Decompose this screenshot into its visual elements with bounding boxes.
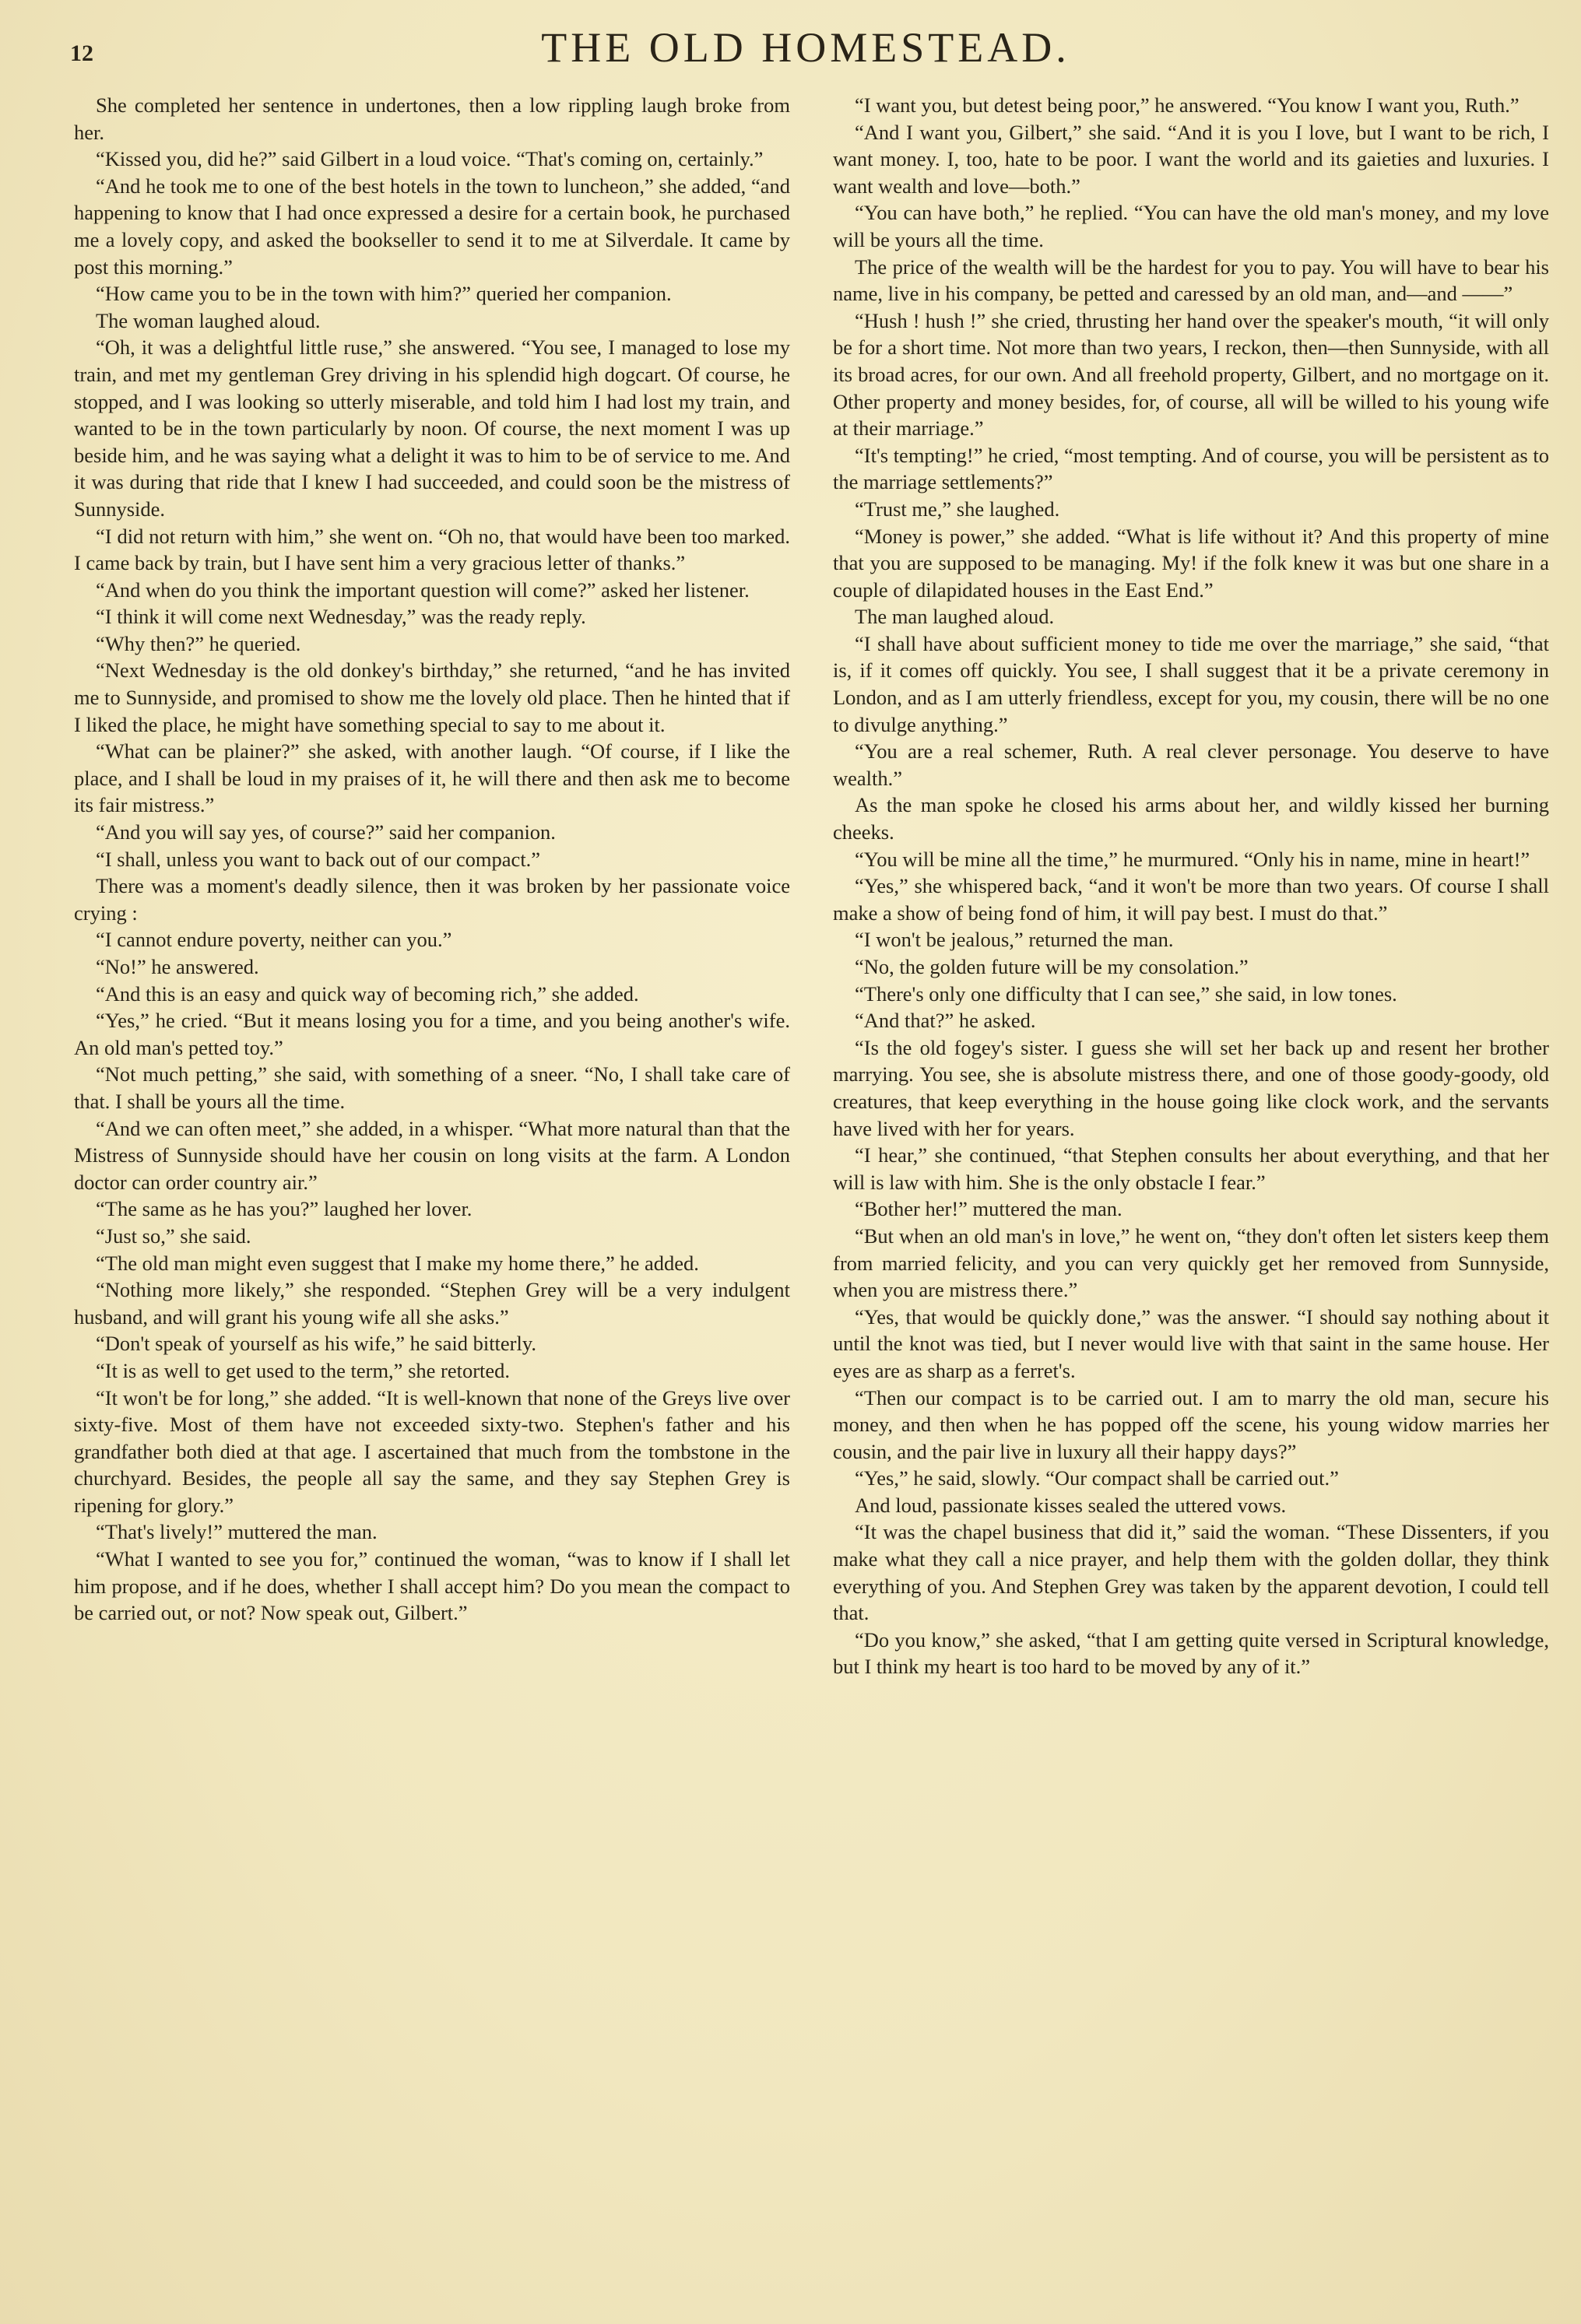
paragraph: “Oh, it was a delightful little ruse,” she answered. “You see, I managed to lose my train, and met my gentleman Grey driving in his splendid high dogcart. Of course, he stopped, and I was looking so utterly miserable, and told him I had lost my train, and wanted to be in the town particularly by noon. Of course, the next moment I was up beside him, and he was saying what a delight it was to him to be of service to me. And it was during that ride that I knew I had succeeded, and could soon be the mistress of Sunnyside. xyxy=(74,335,790,521)
paragraph: “And when do you think the important question will come?” asked her listener. xyxy=(96,577,750,602)
paragraph: “I want you, but detest being poor,” he answered. “You know I want you, Ruth.” xyxy=(855,93,1520,117)
paragraph: “You are a real schemer, Ruth. A real clever personage. You deserve to have wealth.” xyxy=(833,739,1549,790)
page-number: 12 xyxy=(70,40,93,66)
paragraph: “No!” he answered. xyxy=(96,955,259,978)
paragraph: “I cannot endure poverty, neither can you.” xyxy=(96,928,452,952)
paragraph: “Yes,” he said, slowly. “Our compact shall be carried out.” xyxy=(855,1466,1339,1490)
right-column xyxy=(833,92,1549,1680)
paragraph: “The same as he has you?” laughed her lover. xyxy=(96,1197,473,1221)
paragraph: “And we can often meet,” she added, in a whisper. “What more natural than that the Mistress of Sunnyside should have her cousin on long visits at the farm. A London doctor can order country air.” xyxy=(74,1116,790,1194)
paragraph: “Don't speak of yourself as his wife,” he said bitterly. xyxy=(96,1332,537,1356)
paragraph: “Not much petting,” she said, with something of a sneer. “No, I shall take care of that. I shall be yours all the time. xyxy=(74,1062,790,1113)
paragraph: “Then our compact is to be carried out. I am to marry the old man, secure his money, and then when he has popped off the scene, his young widow marries her cousin, and the pair live in luxury all their happy days?” xyxy=(833,1385,1549,1463)
page-header xyxy=(70,23,1541,78)
paragraph: “And this is an easy and quick way of becoming rich,” she added. xyxy=(96,981,639,1006)
paragraph: “What can be plainer?” she asked, with another laugh. “Of course, if I like the place, and I shall be loud in my praises of it, he will there and then ask me to become its fair mistress.” xyxy=(74,739,790,817)
paragraph: “Yes,” she whispered back, “and it won't be more than two years. Of course I shall make a show of being fond of him, it will pay best. I must do that.” xyxy=(833,874,1549,925)
paragraph: “Money is power,” she added. “What is life without it? And this property of mine that you are supposed to be managing. My! if the folk knew it was but one share in a couple of dilapidated houses in the East End.” xyxy=(833,524,1549,602)
paragraph: “And he took me to one of the best hotels in the town to luncheon,” she added, “and happening to know that I had once expressed a desire for a certain book, he purchased me a lovely copy, and asked the bookseller to send it to me at Silverdale. It came by post this morning.” xyxy=(74,174,790,279)
paragraph: “I shall have about sufficient money to tide me over the marriage,” she said, “that is, if it comes off quickly. You see, I shall suggest that it be a private ceremony in London, and as I am utterly friendless, except for you, my cousin, there will be no one to divulge anything.” xyxy=(833,631,1549,736)
paragraph: “Next Wednesday is the old donkey's birthday,” she returned, “and he has invited me to Sunnyside, and promised to show me the lovely old place. Then he hinted that if I liked the place, he might have something special to say to me about it. xyxy=(74,658,790,736)
paragraph: “Trust me,” she laughed. xyxy=(855,497,1060,521)
paragraph: “It won't be for long,” she added. “It is well-known that none of the Greys live over sixty-five. Most of them have not exceeded sixty-two. Stephen's father and his grandfather both died at that age. I ascertained that much from the tombstone in the churchyard. Besides, the people all say the same, and they say Stephen Grey is ripening for glory.” xyxy=(74,1385,790,1517)
left-column xyxy=(74,92,790,1627)
paragraph: “No, the golden future will be my consolation.” xyxy=(855,955,1249,978)
paragraph: “Kissed you, did he?” said Gilbert in a loud voice. “That's coming on, certainly.” xyxy=(96,147,764,171)
paragraph: And loud, passionate kisses sealed the uttered vows. xyxy=(855,1493,1287,1517)
paragraph: “That's lively!” muttered the man. xyxy=(96,1520,378,1544)
paragraph: “Nothing more likely,” she responded. “Stephen Grey will be a very indulgent husband, and will grant his young wife all she asks.” xyxy=(74,1278,790,1329)
paragraph: “I think it will come next Wednesday,” was the ready reply. xyxy=(96,605,586,629)
paragraph: There was a moment's deadly silence, then it was broken by her passionate voice crying : xyxy=(74,874,790,925)
paragraph: The woman laughed aloud. xyxy=(96,308,321,332)
paragraph: “It's tempting!” he cried, “most tempting. And of course, you will be persistent as to the marriage settlements?” xyxy=(833,443,1549,494)
paragraph: “Bother her!” muttered the man. xyxy=(855,1197,1123,1221)
paragraph: “You will be mine all the time,” he murmured. “Only his in name, mine in heart!” xyxy=(855,847,1530,871)
paragraph: “You can have both,” he replied. “You can have the old man's money, and my love will be yours all the time. xyxy=(833,201,1549,251)
paragraph: “But when an old man's in love,” he went on, “they don't often let sisters keep them from married felicity, and you can very quickly get her removed from Sunnyside, when you are mistress there.” xyxy=(833,1223,1549,1302)
paragraph: “I hear,” she continued, “that Stephen consults her about everything, and that her will is law with him. She is the only obstacle I fear.” xyxy=(833,1143,1549,1194)
paragraph: The price of the wealth will be the hardest for you to pay. You will have to bear his name, live in his company, be petted and caressed by an old man, and—and ——” xyxy=(833,255,1549,306)
paragraph: “Yes, that would be quickly done,” was the answer. “I should say nothing about it until the knot was tied, but I never would live with that saint in the same house. Her eyes are as sharp as a ferret's. xyxy=(833,1304,1549,1382)
paragraph: “What I wanted to see you for,” continued the woman, “was to know if I shall let him propose, and if he does, whether I shall accept him? Do you mean the compact to be carried out, or not? Now speak out, Gilbert.” xyxy=(74,1547,790,1625)
text-columns xyxy=(74,92,1549,2271)
paragraph: “Yes,” he cried. “But it means losing you for a time, and you being another's wife. An old man's petted toy.” xyxy=(74,1009,790,1059)
paragraph: “Hush ! hush !” she cried, thrusting her hand over the speaker's mouth, “it will only be for a short time. Not more than two years, I reckon, then—then Sunnyside, with all its broad acres, for our own. And all freehold property, Gilbert, and no mortgage on it. Other property and money besides, for, of course, all will be willed to his young wife at their marriage.” xyxy=(833,308,1549,441)
paragraph: “Just so,” she said. xyxy=(96,1223,251,1248)
paragraph: “Is the old fogey's sister. I guess she will set her back up and resent her brother marrying. You see, she is absolute mistress there, and one of those goody-goody, old creatures, that keep everything in the house going like clock work, and the servants have lived with her for years. xyxy=(833,1035,1549,1140)
paragraph: “There's only one difficulty that I can see,” she said, in low tones. xyxy=(855,981,1397,1006)
paragraph: As the man spoke he closed his arms about her, and wildly kissed her burning cheeks. xyxy=(833,793,1549,844)
paragraph: “I won't be jealous,” returned the man. xyxy=(855,928,1174,952)
paragraph: The man laughed aloud. xyxy=(855,605,1055,629)
paragraph: “I shall, unless you want to back out of our compact.” xyxy=(96,847,541,871)
paragraph: “Do you know,” she asked, “that I am getting quite versed in Scriptural knowledge, but I think my heart is too hard to be moved by any of it.” xyxy=(833,1627,1549,1679)
paragraph: “And that?” he asked. xyxy=(855,1009,1036,1033)
paragraph: “And I want you, Gilbert,” she said. “And it is you I love, but I want to be rich, I want money. I, too, hate to be poor. I want the world and its gaieties and luxuries. I want wealth and love—both.” xyxy=(833,120,1549,198)
paragraph: “It is as well to get used to the term,” she retorted. xyxy=(96,1358,511,1382)
running-title: THE OLD HOMESTEAD. xyxy=(541,24,1070,71)
paragraph: “The old man might even suggest that I make my home there,” he added. xyxy=(96,1251,699,1275)
paragraph: She completed her sentence in undertones, then a low rippling laugh broke from her. xyxy=(74,93,790,144)
paragraph: “It was the chapel business that did it,” said the woman. “These Dissenters, if you make what they call a nice prayer, and help them with the golden dollar, they think everything of you. And Stephen Grey was taken by the apparent devotion, I could tell that. xyxy=(833,1520,1549,1625)
paragraph: “Why then?” he queried. xyxy=(96,631,301,655)
paragraph: “I did not return with him,” she went on. “Oh no, that would have been too marked. I came back by train, but I have sent him a very gracious letter of thanks.” xyxy=(74,524,790,575)
paragraph: “And you will say yes, of course?” said her companion. xyxy=(96,820,556,844)
paragraph: “How came you to be in the town with him?” queried her companion. xyxy=(96,282,672,306)
